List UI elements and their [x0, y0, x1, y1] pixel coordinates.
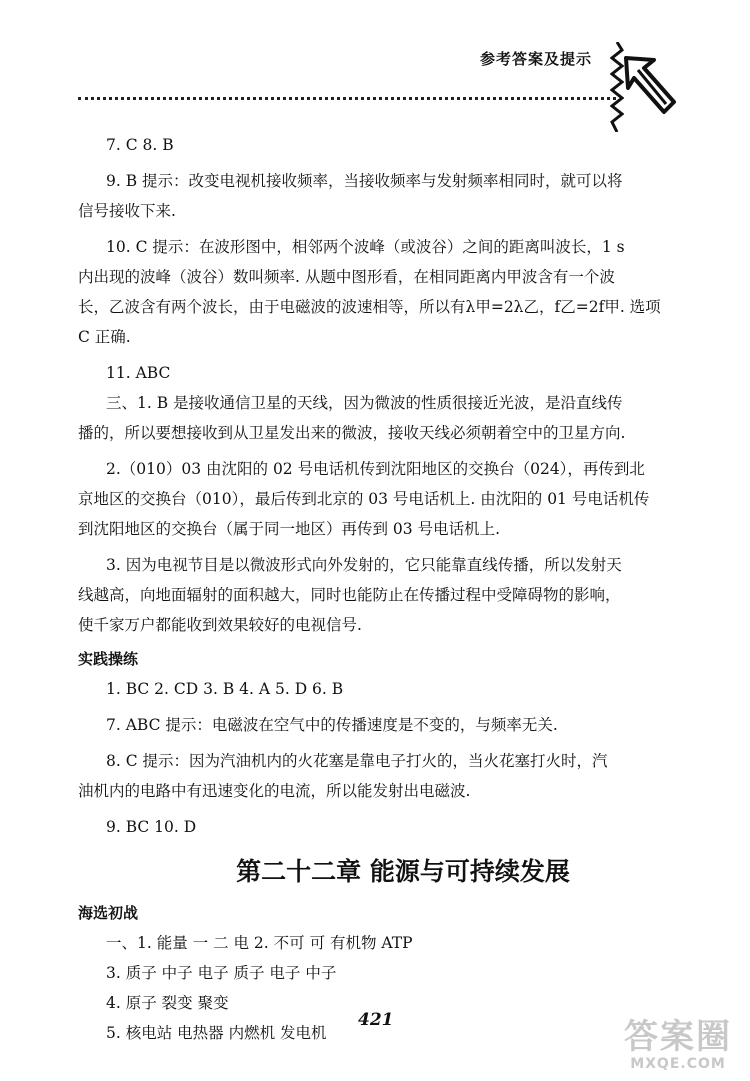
- answer-line: 4. 原子 裂变 聚变: [106, 994, 229, 1012]
- answer-line: 7. ABC 提示：电磁波在空气中的传播速度是不变的，与频率无关.: [106, 716, 558, 734]
- answer-line: C 正确.: [78, 328, 131, 346]
- header-title: 参考答案及提示: [480, 50, 593, 68]
- answer-line: 10. C 提示：在波形图中，相邻两个波峰（或波谷）之间的距离叫波长，1 s: [106, 238, 625, 256]
- answer-line: 1. BC 2. CD 3. B 4. A 5. D 6. B: [106, 680, 344, 698]
- answer-line: 一、1. 能量 一 二 电 2. 不可 可 有机物 ATP: [106, 934, 413, 952]
- answer-line: 5. 核电站 电热器 内燃机 发电机: [106, 1024, 327, 1042]
- answer-line: 9. BC 10. D: [106, 818, 197, 836]
- watermark: [618, 1018, 738, 1072]
- answer-line: 11. ABC: [106, 364, 171, 382]
- answer-line: 京地区的交换台（010），最后传到北京的 03 号电话机上. 由沈阳的 01 号电话机传: [78, 490, 650, 508]
- watermark-logo: 答案圈: [624, 1017, 732, 1057]
- answer-content: [78, 130, 688, 1048]
- section-heading-first: 海选初战: [78, 904, 139, 922]
- answer-line: 长，乙波含有两个波长，由于电磁波的波速相等，所以有λ甲=2λ乙，f乙=2f甲. 选项: [78, 298, 661, 316]
- answer-line: 信号接收下来.: [78, 202, 176, 220]
- answer-line: 2.（010）03 由沈阳的 02 号电话机传到沈阳地区的交换台（024），再传到北: [106, 460, 645, 478]
- section-heading-practice: 实践操练: [78, 650, 139, 668]
- answer-line: 油机内的电路中有迅速变化的电流，所以能发射出电磁波.: [78, 782, 471, 800]
- answer-line: 3. 因为电视节目是以微波形式向外发射的，它只能靠直线传播，所以发射天: [106, 556, 622, 574]
- answer-line: 使千家万户都能收到效果较好的电视信号.: [78, 616, 362, 634]
- header-divider: [78, 97, 616, 100]
- answer-line: 三、1. B 是接收通信卫星的天线，因为微波的性质很接近光波，是沿直线传: [106, 394, 623, 412]
- answer-line: 播的，所以要想接收到从卫星发出来的微波，接收天线必须朝着空中的卫星方向.: [78, 424, 626, 442]
- answer-line: 到沈阳地区的交换台（属于同一地区）再传到 03 号电话机上.: [78, 520, 501, 538]
- answer-line: 3. 质子 中子 电子 质子 电子 中子: [106, 964, 337, 982]
- answer-line: 内出现的波峰（波谷）数叫频率. 从题中图形看，在相同距离内甲波含有一个波: [78, 268, 615, 286]
- answer-line: 线越高，向地面辐射的面积越大，同时也能防止在传播过程中受障碍物的影响，: [78, 586, 621, 604]
- chapter-title: 第二十二章 能源与可持续发展: [236, 857, 570, 886]
- answer-line: 7. C 8. B: [106, 136, 174, 154]
- page-number: 421: [358, 1010, 394, 1030]
- watermark-site: MXQE.COM: [630, 1056, 726, 1072]
- answer-line: 8. C 提示：因为汽油机内的火花塞是靠电子打火的，当火花塞打火时，汽: [106, 752, 608, 770]
- arrow-icon: [622, 54, 678, 116]
- answer-line: 9. B 提示：改变电视机接收频率，当接收频率与发射频率相同时，就可以将: [106, 172, 623, 190]
